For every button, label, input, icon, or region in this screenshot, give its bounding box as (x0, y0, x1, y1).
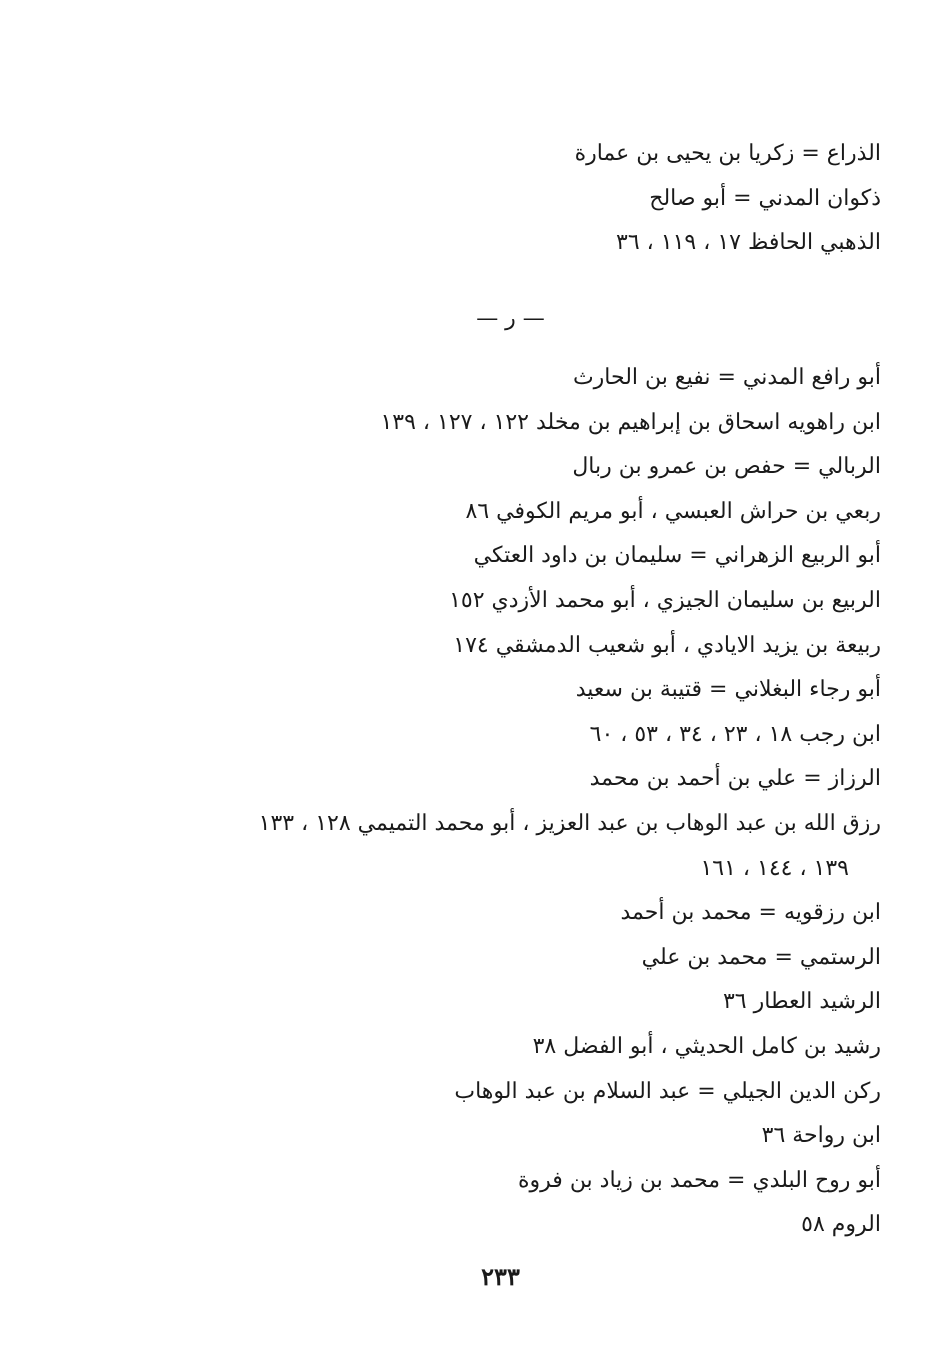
index-entry: الربيع بن سليمان الجيزي ، أبو محمد الأزدي ١٥٢ (449, 587, 881, 613)
index-entry: الذهبي الحافظ ١٧ ، ١١٩ ، ٣٦ (616, 230, 881, 256)
index-entry: ربعي بن حراش العبسي ، أبو مريم الكوفي ٨٦ (465, 498, 881, 524)
index-entry: أبو الربيع الزهراني = سليمان بن داود العتكي (473, 543, 881, 569)
index-entry: الروم ٥٨ (801, 1212, 881, 1238)
index-entry: ابن رجب ١٨ ، ٢٣ ، ٣٤ ، ٥٣ ، ٦٠ (589, 721, 881, 747)
index-entry: أبو رجاء البغلاني = قتيبة بن سعيد (575, 677, 881, 703)
index-entry: رشيد بن كامل الحديثي ، أبو الفضل ٣٨ (532, 1033, 881, 1059)
ra-entries (121, 356, 881, 1248)
index-entry: ركن الدين الجيلي = عبد السلام بن عبد الوهاب (454, 1078, 881, 1104)
page-number (0, 1262, 941, 1291)
top-entries (121, 132, 881, 266)
index-entry: ابن رزقويه = محمد بن أحمد (620, 900, 881, 926)
index-entry-continuation: ١٣٩ ، ١٤٤ ، ١٦١ (700, 855, 849, 881)
index-entry: ذكوان المدني = أبو صالح (649, 185, 881, 211)
index-entry: الرشيد العطار ٣٦ (722, 989, 881, 1015)
index-entry: ابن راهويه اسحاق بن إبراهيم بن مخلد ١٢٢ ، ١٢٧ ، ١٣٩ (380, 409, 881, 435)
index-entry: ربيعة بن يزيد الايادي ، أبو شعيب الدمشقي ١٧٤ (453, 632, 881, 658)
index-entry: الربالي = حفص بن عمرو بن ربال (572, 454, 881, 480)
index-entry: الرستمي = محمد بن علي (641, 944, 881, 970)
index-entry: الرزاز = علي بن أحمد بن محمد (589, 766, 881, 792)
section-heading (0, 306, 941, 331)
index-entry: أبو رافع المدني = نفيع بن الحارث (572, 365, 881, 390)
index-entry: رزق الله بن عبد الوهاب بن عبد العزيز ، أبو محمد التميمي ١٢٨ ، ١٣٣ (258, 810, 881, 836)
index-entry: الذراع = زكريا بن يحيى بن عمارة (574, 141, 881, 166)
page-number-text: ٢٣٣ (481, 1262, 520, 1291)
index-entry: أبو روح البلدي = محمد بن زياد بن فروة (518, 1167, 881, 1193)
index-entry: ابن رواحة ٣٦ (761, 1123, 881, 1149)
section-heading-text: — ر — (476, 306, 545, 331)
